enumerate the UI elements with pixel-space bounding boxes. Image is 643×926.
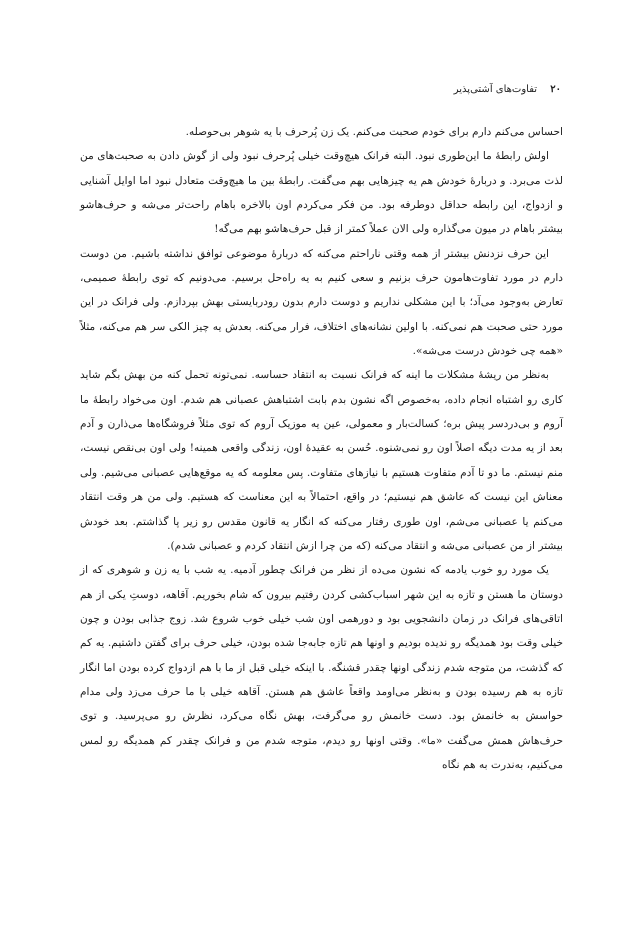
paragraph: اولش رابطهٔ ما این‌طوری نبود. البته فرانک هیچ‌وقت خیلی پُرحرف نبود ولی از گوش دادن به صحبت‌های من لذت می‌برد. و دربارهٔ خودش هم یه چیزهایی بهم می‌گفت. رابطهٔ بین ما هیچ‌وقت متعادل نبود اما اوایل آشنایی و ازدواج، این رابطه حداقل دوطرفه بود. من فکر می‌کردم اون بالاخره باهام راحت‌تر می‌شه و حرف‌هاشو بیشتر باهام در میون می‌گذاره ولی الان عملاً کمتر از قبل حرف‌هاشو بهم می‌گه! <box>80 150 563 236</box>
paragraph: احساس می‌کنم دارم برای خودم صحبت می‌کنم. یک زن پُرحرف با یه شوهر بی‌حوصله. <box>185 126 563 138</box>
paragraph: به‌نظر من ریشهٔ مشکلات ما اینه که فرانک نسبت به انتقاد حساسه. نمی‌تونه تحمل کنه من بهش بگم شاید کاری رو اشتباه انجام داده، به‌خصوص اگه نشون بدم بابت اشتباهش عصبانی هم شدم. اون می‌خواد رابطهٔ ما آروم و بی‌دردسر پیش بره؛ کسالت‌بار و معمولی، عین یه موزیک آروم که توی مثلاً فروشگاه‌ها می‌ذارن و آدم بعد از یه مدت دیگه اصلاً اون رو نمی‌شنوه. حُسن به عقیدهٔ اون، زندگی واقعی همینه! ولی اون بی‌نقص نیست، منم نیستم. ما دو تا آدم متفاوت هستیم با نیازهای متفاوت. پس معلومه که یه موقع‌هایی عصبانی می‌شیم. ولی معناش این نیست که عاشق هم نیستیم؛ در واقع، احتمالاً به این معناست که هستیم. ولی من هر وقت انتقاد می‌کنم یا عصبانی می‌شم، اون طوری رفتار می‌کنه که انگار یه قانون مقدس رو زیر پا گذاشتم. بعد خودش بیشتر از من عصبانی می‌شه و انتقاد می‌کنه (که من چرا ازش انتقاد کردم و عصبانی شدم). <box>80 369 563 552</box>
running-header <box>82 84 561 102</box>
running-title: تفاوت‌های آشتی‌پذیر <box>453 84 538 95</box>
page-number: ۲۰ <box>550 84 561 95</box>
paragraph: یک مورد رو خوب یادمه که نشون می‌ده از نظر من فرانک چطور آدمیه. یه شب با یه زن و شوهری که از دوستان ما هستن و تازه به این شهر اسباب‌کشی کردن رفتیم بیرون که شام بخوریم. آقاهه، دوستِ یکی از هم اتاقی‌های فرانک در زمان دانشجویی بود و دورهمی اون شب خیلی خوب شروع شد. زوج جذابی بودن و چون خیلی وقت بود همدیگه رو ندیده بودیم و اونها هم تازه جابه‌جا شده بودن، خیلی حرف برای گفتن داشتیم. یه کم که گذشت، من متوجه شدم زندگی اونها چقدر قشنگه. با اینکه خیلی قبل از ما با هم ازدواج کرده بودن اما انگار تازه به هم رسیده بودن و به‌نظر می‌اومد واقعاً عاشق هم هستن. آقاهه خیلی با ما حرف می‌زد ولی مدام حواسش به خانمش بود. دست خانمش رو می‌گرفت، بهش نگاه می‌کرد، نظرش رو می‌پرسید. و توی حرف‌هاش همش می‌گفت «ما». وقتی اونها رو دیدم، متوجه شدم من و فرانک چقدر کم همدیگه رو لمس می‌کنیم، به‌ندرت به هم نگاه <box>80 564 563 771</box>
paragraph: این حرف نزدنش بیشتر از همه وقتی ناراحتم می‌کنه که دربارهٔ موضوعی توافق نداشته باشیم. من دوست دارم در مورد تفاوت‌هامون حرف بزنیم و سعی کنیم به یه راه‌حل برسیم. می‌دونیم که توی رابطهٔ صمیمی، تعارض به‌وجود می‌آد؛ با این مشکلی نداریم و دوست دارم بدون رودربایستی بهش بپردازم. ولی فرانک در این مورد حتی صحبت هم نمی‌کنه. با اولین نشانه‌های اختلاف، فرار می‌کنه. بعدش یه چیز الکی سر هم می‌کنه، مثلاً «همه چی خودش درست می‌شه». <box>80 247 563 358</box>
body-text <box>80 120 563 777</box>
